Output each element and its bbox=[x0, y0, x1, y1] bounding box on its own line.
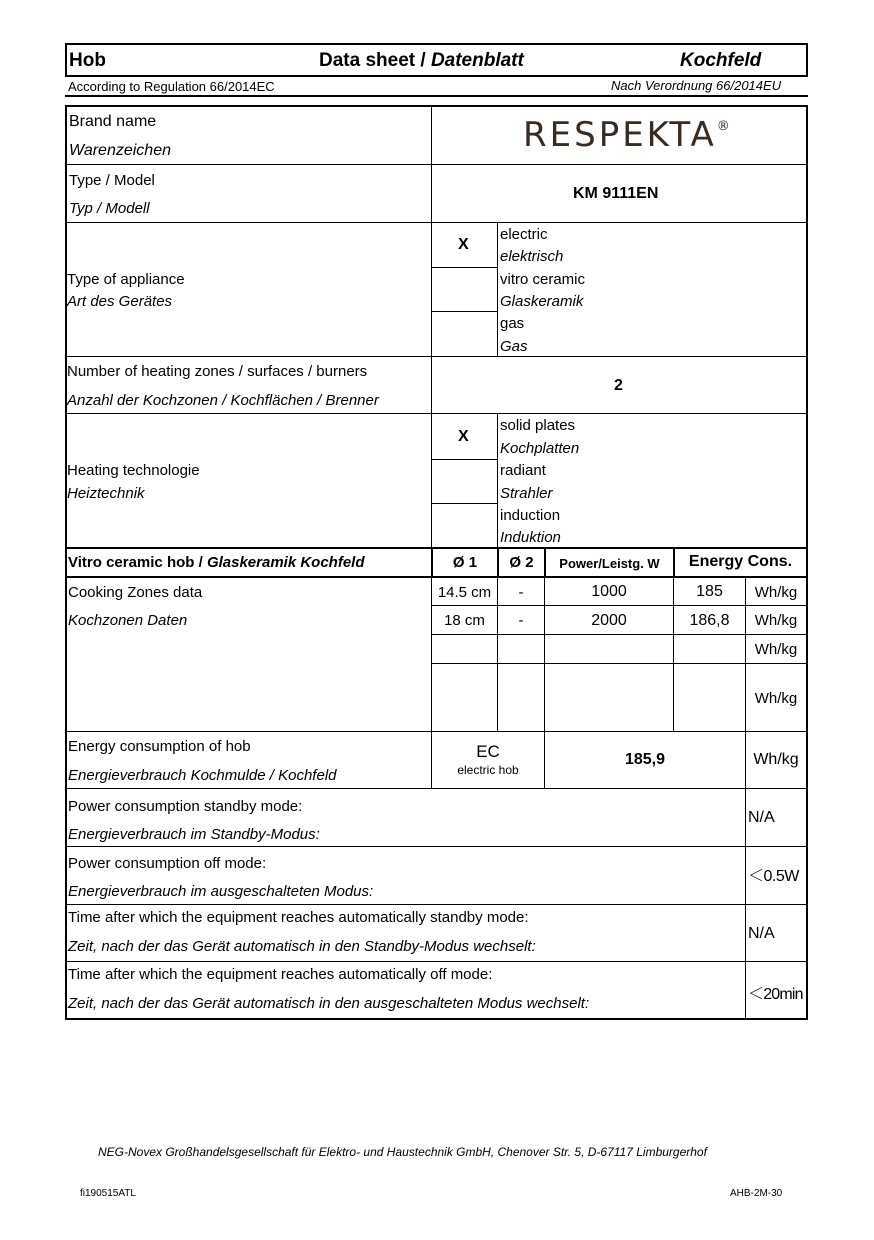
zone-diameter-1: 18 cm bbox=[444, 612, 485, 629]
brand-logo bbox=[523, 115, 730, 155]
zone-diameter-1: 14.5 cm bbox=[437, 584, 492, 601]
technology-option-de: Induktion bbox=[500, 529, 561, 546]
technology-mark-solid-plates: X bbox=[458, 428, 469, 445]
doc-title bbox=[319, 51, 524, 70]
standby-label-en: Power consumption standby mode: bbox=[68, 798, 303, 815]
appliance-label-en: Type of appliance bbox=[67, 271, 185, 288]
zones-label-en: Number of heating zones / surfaces / burners bbox=[67, 363, 368, 380]
zone-energy: 185 bbox=[696, 583, 723, 600]
appliance-mark-electric: X bbox=[458, 236, 469, 253]
regulation-en: According to Regulation 66/2014EC bbox=[68, 79, 275, 94]
time-off-value: ＜20min bbox=[748, 986, 803, 1003]
off-mode-value: ＜0.5W bbox=[748, 868, 799, 885]
zone-power: 2000 bbox=[591, 612, 627, 629]
appliance-label-de: Art des Gerätes bbox=[67, 293, 173, 310]
vitro-header-en: Vitro ceramic hob / bbox=[68, 554, 207, 571]
vitro-header-de: Glaskeramik Kochfeld bbox=[206, 554, 365, 571]
energy-hob-unit: Wh/kg bbox=[753, 751, 799, 768]
energy-hob-code-sub: electric hob bbox=[457, 763, 519, 777]
vitro-header-label bbox=[68, 555, 365, 570]
standby-label-de: Energieverbrauch im Standby-Modus: bbox=[68, 826, 320, 843]
zones-value: 2 bbox=[614, 377, 623, 394]
zone-unit: Wh/kg bbox=[754, 612, 798, 629]
technology-option-de: Strahler bbox=[500, 485, 553, 502]
doc-title-en: Data sheet / bbox=[319, 50, 431, 71]
brand-logo-text: RESPEKTA bbox=[523, 115, 717, 155]
time-off-label-de: Zeit, nach der das Gerät automatisch in den ausgeschalteten Modus wechselt: bbox=[68, 995, 590, 1012]
model-label-en: Type / Model bbox=[69, 172, 155, 189]
energy-hob-label-en: Energy consumption of hob bbox=[68, 738, 251, 755]
zone-power: 1000 bbox=[591, 583, 627, 600]
appliance-option-en: electric bbox=[500, 226, 548, 243]
footer-company: NEG-Novex Großhandelsgesellschaft für Elektro- und Haustechnik GmbH, Chenover Str. 5, D-67117 Limburgerhof bbox=[98, 1145, 707, 1159]
technology-option-en: induction bbox=[500, 507, 561, 524]
zone-diameter-2: - bbox=[518, 584, 524, 601]
brand-label-de: Warenzeichen bbox=[69, 142, 171, 159]
zone-unit: Wh/kg bbox=[754, 690, 798, 707]
model-value: KM 9111EN bbox=[573, 185, 659, 202]
appliance-option-de: Gas bbox=[500, 338, 528, 355]
off-mode-label-de: Energieverbrauch im ausgeschalteten Modus: bbox=[68, 883, 374, 900]
appliance-option-en: vitro ceramic bbox=[500, 271, 586, 288]
appliance-option-de: Glaskeramik bbox=[500, 293, 584, 310]
zone-unit: Wh/kg bbox=[754, 641, 798, 658]
time-standby-value: N/A bbox=[748, 925, 775, 942]
zone-unit: Wh/kg bbox=[754, 584, 798, 601]
registered-mark: ® bbox=[716, 119, 730, 134]
energy-hob-value: 185,9 bbox=[624, 751, 666, 768]
power-header: Power/Leistg. W bbox=[559, 556, 660, 571]
energy-hob-code: EC bbox=[476, 742, 500, 761]
footer-left-code: fi190515ATL bbox=[80, 1188, 136, 1199]
time-standby-label-de: Zeit, nach der das Gerät automatisch in den Standby-Modus wechselt: bbox=[68, 938, 536, 955]
energy-hob-label-de: Energieverbrauch Kochmulde / Kochfeld bbox=[68, 767, 337, 784]
diameter-1-header: Ø 1 bbox=[452, 554, 478, 571]
cooking-zones-label-en: Cooking Zones data bbox=[68, 584, 203, 601]
zone-diameter-2: - bbox=[518, 612, 524, 629]
doc-type-label-de: Kochfeld bbox=[680, 50, 762, 71]
appliance-option-en: gas bbox=[500, 315, 525, 332]
zone-energy: 186,8 bbox=[689, 612, 730, 629]
technology-option-de: Kochplatten bbox=[500, 440, 580, 457]
model-label-de: Typ / Modell bbox=[69, 200, 150, 217]
technology-label-de: Heiztechnik bbox=[67, 485, 145, 502]
technology-label-en: Heating technologie bbox=[67, 462, 200, 479]
doc-type-label: Hob bbox=[69, 50, 106, 71]
off-mode-label-en: Power consumption off mode: bbox=[68, 855, 267, 872]
zones-label-de: Anzahl der Kochzonen / Kochflächen / Brenner bbox=[67, 392, 379, 409]
doc-title-de: Datenblatt bbox=[430, 50, 524, 71]
standby-value: N/A bbox=[748, 809, 775, 826]
diameter-2-header: Ø 2 bbox=[509, 554, 534, 571]
time-off-label-en: Time after which the equipment reaches automatically off mode: bbox=[68, 966, 493, 983]
regulation-de: Nach Verordnung 66/2014EU bbox=[611, 78, 782, 93]
brand-label-en: Brand name bbox=[69, 113, 157, 130]
technology-option-en: radiant bbox=[500, 462, 546, 479]
cooking-zones-label-de: Kochzonen Daten bbox=[68, 612, 188, 629]
technology-option-en: solid plates bbox=[500, 417, 576, 434]
time-standby-label-en: Time after which the equipment reaches automatically standby mode: bbox=[68, 909, 529, 926]
energy-header: Energy Cons. bbox=[688, 553, 793, 570]
appliance-option-de: elektrisch bbox=[500, 248, 564, 265]
footer-right-code: AHB-2M-30 bbox=[730, 1188, 783, 1199]
